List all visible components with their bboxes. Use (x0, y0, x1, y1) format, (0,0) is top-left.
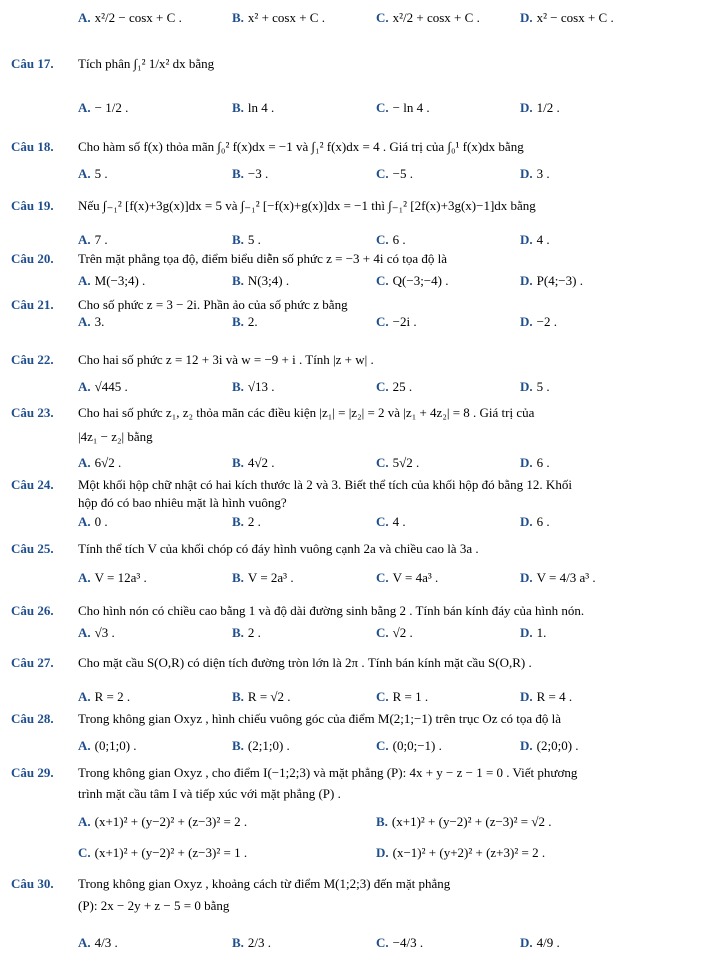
option-label: C. (376, 625, 389, 640)
option-text: 2/3 . (247, 935, 272, 950)
option-label: D. (520, 273, 533, 288)
answer-option (232, 379, 275, 395)
option-text: −2i . (392, 314, 417, 329)
option-text: 5√2 . (392, 455, 420, 470)
option-text: 2 . (247, 625, 261, 640)
question-text: Nếu ∫₋₁² [f(x)+3g(x)]dx = 5 và ∫₋₁² [−f(x)+g(x)]dx = −1 thì ∫₋₁² [2f(x)+3g(x)−1]dx bằng (78, 198, 536, 213)
option-text: 25 . (392, 379, 413, 394)
option-text: 6√2 . (94, 455, 122, 470)
option-label: B. (232, 232, 244, 247)
option-label: A. (78, 379, 91, 394)
answer-option (232, 273, 289, 289)
option-label: C. (376, 514, 389, 529)
option-label: D. (520, 232, 533, 247)
question-number: Câu 23. (11, 405, 54, 420)
option-label: D. (520, 514, 533, 529)
option-label: B. (232, 100, 244, 115)
option-label: A. (78, 814, 91, 829)
option-text: 3. (94, 314, 105, 329)
question-text: Cho mặt cầu S(O,R) có diện tích đường tròn lớn là 2π . Tính bán kính mặt cầu S(O,R) . (78, 655, 532, 670)
answer-option (376, 689, 428, 705)
option-text: 4 . (536, 232, 550, 247)
option-label: B. (232, 455, 244, 470)
answer-option (78, 273, 145, 289)
answer-option (78, 845, 247, 861)
option-text: x²/2 − cosx + C . (94, 10, 182, 25)
option-text: V = 4a³ . (392, 570, 439, 585)
option-label: A. (78, 166, 91, 181)
option-label: B. (376, 814, 388, 829)
question-number: Câu 19. (11, 198, 54, 213)
answer-option (232, 625, 261, 641)
answer-option (376, 379, 412, 395)
option-text: 5 . (247, 232, 261, 247)
answer-option (232, 166, 268, 182)
option-text: 3 . (536, 166, 550, 181)
option-text: V = 12a³ . (94, 570, 147, 585)
option-text: N(3;4) . (247, 273, 290, 288)
question-text: |4z₁ − z₂| bằng (78, 429, 153, 444)
option-label: A. (78, 514, 91, 529)
option-label: C. (376, 379, 389, 394)
question-text: Cho số phức z = 3 − 2i. Phần ảo của số phức z bằng (78, 297, 348, 312)
option-label: C. (376, 100, 389, 115)
option-label: A. (78, 935, 91, 950)
answer-option (232, 314, 258, 330)
option-label: D. (520, 625, 533, 640)
option-text: − ln 4 . (392, 100, 430, 115)
option-label: D. (376, 845, 389, 860)
option-text: 1/2 . (536, 100, 560, 115)
option-text: 6 . (392, 232, 406, 247)
option-label: B. (232, 570, 244, 585)
option-label: C. (376, 570, 389, 585)
option-label: C. (376, 455, 389, 470)
option-label: B. (232, 689, 244, 704)
answer-option (78, 100, 128, 116)
question-text: Một khối hộp chữ nhật có hai kích thước là 2 và 3. Biết thể tích của khối hộp đó bằng 12. Khối (78, 477, 572, 492)
option-text: −3 . (247, 166, 269, 181)
option-text: R = 1 . (392, 689, 429, 704)
answer-option (78, 379, 128, 395)
option-label: B. (232, 273, 244, 288)
answer-option (520, 738, 579, 754)
option-text: (x−1)² + (y+2)² + (z+3)² = 2 . (392, 845, 546, 860)
question-number: Câu 21. (11, 297, 54, 312)
option-label: D. (520, 314, 533, 329)
question-text: Tích phân ∫₁² 1/x² dx bằng (78, 56, 215, 71)
option-text: V = 2a³ . (247, 570, 294, 585)
answer-option (376, 625, 413, 641)
answer-option (78, 935, 118, 951)
option-text: 6 . (536, 455, 550, 470)
option-label: B. (232, 935, 244, 950)
option-text: 4√2 . (247, 455, 275, 470)
option-label: D. (520, 570, 533, 585)
answer-option (520, 514, 550, 530)
option-text: (2;0;0) . (536, 738, 579, 753)
option-label: C. (376, 10, 389, 25)
answer-option (78, 166, 108, 182)
question-number: Câu 20. (11, 251, 54, 266)
option-label: A. (78, 689, 91, 704)
answer-option (232, 232, 261, 248)
question-number: Câu 25. (11, 541, 54, 556)
option-text: (2;1;0) . (247, 738, 290, 753)
option-text: −5 . (392, 166, 413, 181)
option-text: 2 . (247, 514, 261, 529)
option-label: B. (232, 166, 244, 181)
answer-option (232, 455, 275, 471)
option-label: C. (376, 232, 389, 247)
answer-option (520, 232, 550, 248)
option-label: D. (520, 455, 533, 470)
question-text: Cho hai số phức z = 12 + 3i và w = −9 + i . Tính |z + w| . (78, 352, 374, 367)
option-text: R = 2 . (94, 689, 131, 704)
answer-option (520, 689, 572, 705)
option-label: A. (78, 10, 91, 25)
question-text: Cho hình nón có chiều cao bằng 1 và độ dài đường sinh bằng 2 . Tính bán kính đáy của hình nón. (78, 603, 585, 618)
option-label: B. (232, 314, 244, 329)
option-label: A. (78, 314, 91, 329)
answer-option (78, 625, 115, 641)
option-text: √3 . (94, 625, 115, 640)
answer-option (78, 314, 104, 330)
option-text: √13 . (247, 379, 275, 394)
answer-option (232, 935, 271, 951)
answer-option (376, 935, 423, 951)
answer-option (232, 570, 294, 586)
answer-option (520, 455, 550, 471)
option-label: B. (232, 10, 244, 25)
option-label: B. (232, 379, 244, 394)
answer-option (520, 379, 550, 395)
question-number: Câu 26. (11, 603, 54, 618)
option-text: (0;0;−1) . (392, 738, 442, 753)
option-label: C. (376, 166, 389, 181)
option-text: 4/9 . (536, 935, 560, 950)
answer-option (78, 232, 108, 248)
option-label: A. (78, 455, 91, 470)
option-text: x² − cosx + C . (536, 10, 614, 25)
answer-option (78, 10, 182, 26)
option-label: C. (376, 738, 389, 753)
answer-option (520, 10, 614, 26)
answer-option (376, 514, 406, 530)
question-text: Trên mặt phẳng tọa độ, điểm biểu diễn số phức z = −3 + 4i có tọa độ là (78, 251, 448, 266)
option-text: 1. (536, 625, 547, 640)
option-text: 5 . (536, 379, 550, 394)
option-text: − 1/2 . (94, 100, 129, 115)
option-text: P(4;−3) . (536, 273, 583, 288)
option-text: x²/2 + cosx + C . (392, 10, 480, 25)
option-text: 6 . (536, 514, 550, 529)
option-text: 5 . (94, 166, 108, 181)
answer-option (520, 273, 583, 289)
option-text: (x+1)² + (y−2)² + (z−3)² = 1 . (94, 845, 248, 860)
answer-option (376, 738, 442, 754)
option-text: 2. (247, 314, 258, 329)
answer-option (520, 935, 560, 951)
question-text: Trong không gian Oxyz , cho điểm I(−1;2;3) và mặt phẳng (P): 4x + y − z − 1 = 0 . Viết phương (78, 765, 578, 780)
option-label: D. (520, 166, 533, 181)
answer-option (78, 814, 247, 830)
answer-option (376, 100, 430, 116)
answer-option (376, 845, 545, 861)
question-text: hộp đó có bao nhiêu mặt là hình vuông? (78, 495, 287, 510)
answer-option (232, 689, 291, 705)
answer-option (78, 455, 121, 471)
answer-option (520, 166, 550, 182)
option-label: C. (376, 314, 389, 329)
answer-option (376, 232, 406, 248)
option-label: A. (78, 738, 91, 753)
question-text: Cho hàm số f(x) thỏa mãn ∫₀² f(x)dx = −1 và ∫₁² f(x)dx = 4 . Giá trị của ∫₀¹ f(x)dx bằng (78, 139, 524, 154)
question-number: Câu 27. (11, 655, 54, 670)
question-number: Câu 30. (11, 876, 54, 891)
option-text: (x+1)² + (y−2)² + (z−3)² = √2 . (391, 814, 552, 829)
option-label: D. (520, 689, 533, 704)
option-label: B. (232, 738, 244, 753)
answer-option (520, 314, 557, 330)
option-label: D. (520, 100, 533, 115)
question-text: Trong không gian Oxyz , khoảng cách từ điểm M(1;2;3) đến mặt phẳng (78, 876, 451, 891)
question-number: Câu 28. (11, 711, 54, 726)
answer-option (376, 814, 551, 830)
option-text: √445 . (94, 379, 128, 394)
answer-option (376, 273, 448, 289)
answer-option (520, 625, 546, 641)
option-text: (x+1)² + (y−2)² + (z−3)² = 2 . (94, 814, 248, 829)
option-text: M(−3;4) . (94, 273, 146, 288)
option-label: A. (78, 100, 91, 115)
question-text: Cho hai số phức z₁, z₂ thỏa mãn các điều kiện |z₁| = |z₂| = 2 và |z₁ + 4z₂| = 8 . Giá trị của (78, 405, 535, 420)
option-text: −4/3 . (392, 935, 424, 950)
answer-option (78, 570, 147, 586)
option-text: 4/3 . (94, 935, 118, 950)
option-text: ln 4 . (247, 100, 275, 115)
question-number: Câu 22. (11, 352, 54, 367)
option-label: A. (78, 232, 91, 247)
answer-option (376, 166, 413, 182)
answer-option (376, 455, 419, 471)
question-number: Câu 29. (11, 765, 54, 780)
question-text: Trong không gian Oxyz , hình chiếu vuông góc của điểm M(2;1;−1) trên trục Oz có tọa độ là (78, 711, 562, 726)
answer-option (376, 10, 480, 26)
option-label: A. (78, 570, 91, 585)
option-label: D. (520, 10, 533, 25)
option-label: B. (232, 625, 244, 640)
question-text: (P): 2x − 2y + z − 5 = 0 bằng (78, 898, 230, 913)
option-label: C. (376, 935, 389, 950)
option-text: V = 4/3 a³ . (536, 570, 596, 585)
question-text: trình mặt cầu tâm I và tiếp xúc với mặt phẳng (P) . (78, 786, 341, 801)
answer-option (232, 738, 290, 754)
option-label: C. (376, 273, 389, 288)
option-text: 0 . (94, 514, 108, 529)
option-label: D. (520, 379, 533, 394)
option-label: A. (78, 273, 91, 288)
answer-option (376, 314, 417, 330)
option-label: B. (232, 514, 244, 529)
option-label: C. (78, 845, 91, 860)
answer-option (78, 738, 137, 754)
option-label: A. (78, 625, 91, 640)
option-text: Q(−3;−4) . (392, 273, 449, 288)
option-label: C. (376, 689, 389, 704)
answer-option (232, 10, 325, 26)
answer-option (520, 100, 560, 116)
question-number: Câu 17. (11, 56, 54, 71)
option-label: D. (520, 935, 533, 950)
question-text: Tính thể tích V của khối chóp có đáy hình vuông cạnh 2a và chiều cao là 3a . (78, 541, 479, 556)
option-text: R = 4 . (536, 689, 573, 704)
option-text: −2 . (536, 314, 557, 329)
question-number: Câu 24. (11, 477, 54, 492)
option-text: (0;1;0) . (94, 738, 137, 753)
question-number: Câu 18. (11, 139, 54, 154)
option-text: 4 . (392, 514, 406, 529)
option-text: x² + cosx + C . (247, 10, 325, 25)
option-text: 7 . (94, 232, 108, 247)
option-label: D. (520, 738, 533, 753)
answer-option (520, 570, 596, 586)
option-text: R = √2 . (247, 689, 291, 704)
option-text: √2 . (392, 625, 413, 640)
answer-option (78, 514, 108, 530)
answer-option (232, 100, 274, 116)
answer-option (376, 570, 438, 586)
answer-option (78, 689, 130, 705)
answer-option (232, 514, 261, 530)
